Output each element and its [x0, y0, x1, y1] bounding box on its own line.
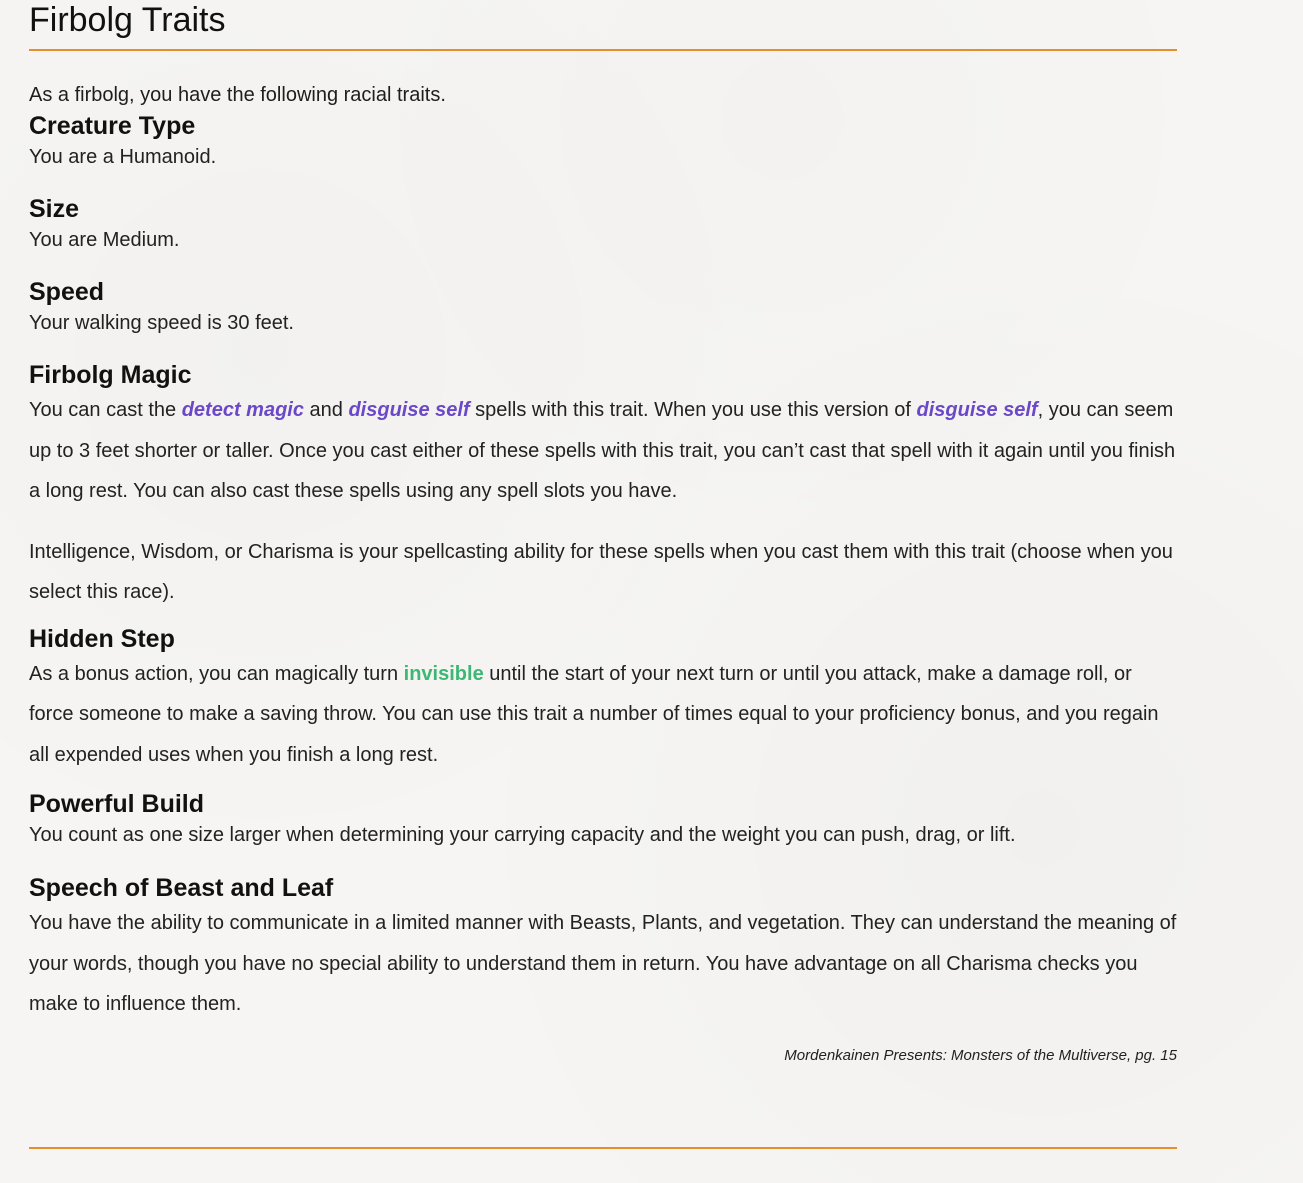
- trait-heading: Hidden Step: [29, 624, 175, 653]
- footer-divider: [29, 1147, 1177, 1149]
- traits-section: [29, 0, 1177, 1064]
- trait-description: You are Medium.: [29, 229, 180, 251]
- trait-description: You are a Humanoid.: [29, 146, 217, 168]
- trait-creature-type: [29, 109, 1177, 171]
- text-run: and: [303, 399, 349, 421]
- trait-heading: Size: [29, 195, 80, 223]
- trait-heading: Firbolg Magic: [29, 361, 192, 389]
- spell-link-disguise-self[interactable]: disguise self: [348, 399, 470, 421]
- text-run: until the start of your next turn or until you attack, make a damage roll, or force someone to make a saving throw. You can use this trait a number of times equal to your proficiency bonus, and you regain all expended uses when you finish a long rest.: [29, 662, 1159, 766]
- trait-powerful-build: [29, 787, 1177, 849]
- page-title: Firbolg Traits: [29, 1, 226, 39]
- text-run: You can cast the: [29, 399, 182, 421]
- heading-divider: [29, 49, 1177, 51]
- condition-link-invisible[interactable]: invisible: [403, 662, 484, 685]
- trait-description: [29, 654, 1177, 776]
- spell-link-disguise-self[interactable]: disguise self: [916, 399, 1038, 421]
- trait-heading: Powerful Build: [29, 790, 204, 818]
- trait-description: You have the ability to communicate in a limited manner with Beasts, Plants, and vegetation. They can understand the meaning of your words, though you have no special ability to understand them in return. You have advantage on all Charisma checks you make to influence them.: [29, 912, 1177, 1015]
- trait-hidden-step: [29, 622, 1177, 776]
- source-citation: Mordenkainen Presents: Monsters of the Multiverse, pg. 15: [784, 1046, 1177, 1064]
- spell-link-detect-magic[interactable]: detect magic: [181, 399, 304, 421]
- intro-text: As a firbolg, you have the following racial traits.: [29, 84, 446, 106]
- trait-firbolg-magic: [29, 358, 1177, 613]
- trait-description: Intelligence, Wisdom, or Charisma is your spellcasting ability for these spells when you cast them with this trait (choose when you select this race).: [29, 540, 1173, 603]
- trait-description: Your walking speed is 30 feet.: [29, 312, 294, 334]
- trait-size: [29, 192, 1177, 254]
- trait-heading: Creature Type: [29, 112, 196, 140]
- trait-speed: [29, 275, 1177, 337]
- trait-heading: Speech of Beast and Leaf: [29, 874, 334, 902]
- trait-speech-of-beast-and-leaf: [29, 871, 1177, 1025]
- trait-description: You count as one size larger when determining your carrying capacity and the weight you can push, drag, or lift.: [29, 824, 1016, 846]
- text-run: As a bonus action, you can magically turn: [29, 662, 404, 685]
- text-run: , you can seem up to 3 feet shorter or taller. Once you cast either of these spells with this trait, you can’t cast that spell with it again until you finish a long rest. You can also cast these spells using any spell slots you have.: [29, 399, 1176, 502]
- trait-heading: Speed: [29, 278, 105, 306]
- text-run: spells with this trait. When you use this version of: [469, 399, 917, 421]
- trait-description: [29, 390, 1177, 512]
